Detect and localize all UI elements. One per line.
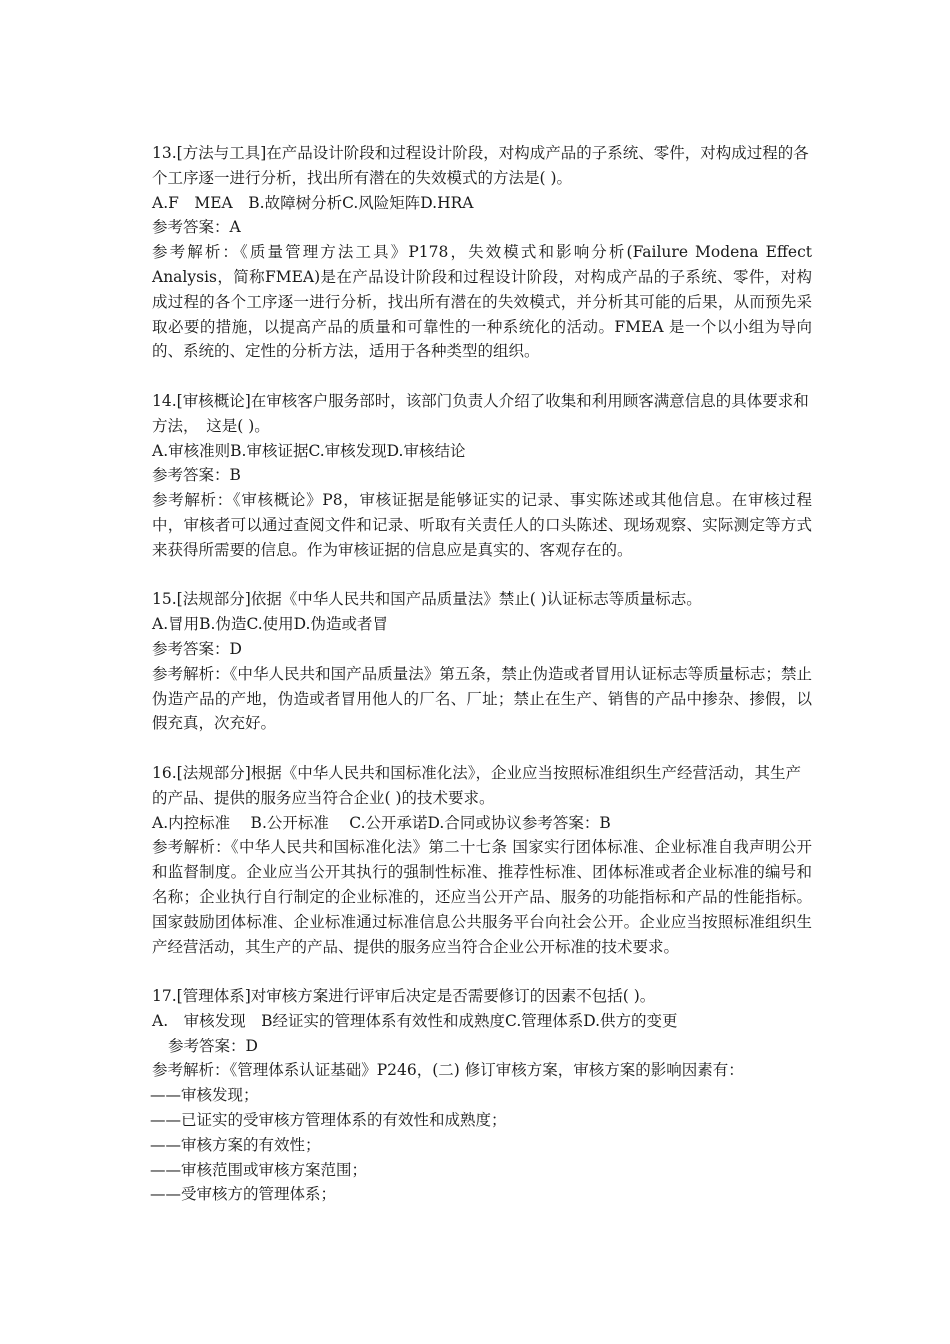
list-item: ——审核范围或审核方案范围； (150, 1160, 368, 1179)
question-analysis: 参考解析：《管理体系认证基础》P246，(二) 修订审核方案，审核方案的影响因素有： (152, 1061, 744, 1080)
question-answer: 参考答案：A (152, 218, 241, 237)
list-item: ——审核方案的有效性； (150, 1135, 321, 1154)
question-options: A.审核准则B.审核证据C.审核发现D.审核结论 (152, 441, 466, 460)
question-answer: 参考答案：D (152, 639, 242, 658)
question-options: A. 审核发现 B经证实的管理体系有效性和成熟度C.管理体系D.供方的变更 (152, 1011, 678, 1030)
list-item: ——受审核方的管理体系； (150, 1185, 337, 1204)
question-analysis: 参考解析：《质量管理方法工具》P178，失效模式和影响分析(Failure Modena Effect Analysis，简称FMEA)是在产品设计阶段和过程设计阶段，对构成产品的子系统、零件，对构成过程的各个工序逐一进行分析，找出所有潜在的失效模式，并分析其可能的后果，从而预先采取必要的措施，以提高产品的质量和可靠性的一种系统化的活动。FMEA 是一个以小组为导向的、系统的、定性的分析方法，适用于各种类型的组织。 (152, 243, 812, 361)
influence-factor-list (150, 1083, 812, 1207)
question-answer: 参考答案：B (152, 466, 241, 485)
question-text: 15.[法规部分]依据《中华人民共和国产品质量法》禁止( )认证标志等质量标志。 (152, 590, 702, 609)
question-analysis: 参考解析：《中华人民共和国产品质量法》第五条，禁止伪造或者冒用认证标志等质量标志；禁止伪造产品的产地，伪造或者冒用他人的厂名、厂址；禁止在生产、销售的产品中掺杂、掺假，以假充真，次充好。 (152, 664, 812, 733)
question-text: 13.[方法与工具]在产品设计阶段和过程设计阶段，对构成产品的子系统、零件，对构成过程的各个工序逐一进行分析，找出所有潜在的失效模式的方法是( )。 (152, 144, 809, 187)
question-14 (152, 389, 812, 563)
question-analysis: 参考解析：《审核概论》P8，审核证据是能够证实的记录、事实陈述或其他信息。在审核过程中，审核者可以通过查阅文件和记录、听取有关责任人的口头陈述、现场观察、实际测定等方式来获得所需要的信息。作为审核证据的信息应是真实的、客观存在的。 (152, 491, 812, 559)
question-options: A.冒用B.伪造C.使用D.伪造或者冒 (152, 615, 388, 634)
question-16 (152, 761, 812, 959)
question-options: A.内控标准 B.公开标准 C.公开承诺D.合同或协议参考答案：B (152, 813, 611, 832)
question-answer: 参考答案：D (168, 1036, 258, 1055)
question-15 (152, 587, 812, 736)
list-item: ——已证实的受审核方管理体系的有效性和成熟度； (150, 1111, 507, 1130)
question-13 (152, 141, 812, 364)
question-options: A.F MEA B.故障树分析C.风险矩阵D.HRA (152, 193, 474, 212)
list-item: ——审核发现； (150, 1086, 259, 1105)
question-text: 14.[审核概论]在审核客户服务部时，该部门负责人介绍了收集和利用顾客满意信息的具体要求和方法， 这是( )。 (152, 391, 809, 435)
question-17 (152, 984, 812, 1207)
question-analysis: 参考解析：《中华人民共和国标准化法》第二十七条 国家实行团体标准、企业标准自我声明公开和监督制度。企业应当公开其执行的强制性标准、推荐性标准、团体标准或者企业标准的编号和名称；企业执行自行制定的企业标准的，还应当公开产品、服务的功能指标和产品的性能指标。国家鼓励团体标准、企业标准通过标准信息公共服务平台向社会公开。企业应当按照标准组织生产经营活动，其生产的产品、提供的服务应当符合企业公开标准的技术要求。 (152, 838, 812, 956)
question-text: 17.[管理体系]对审核方案进行评审后决定是否需要修订的因素不包括( )。 (152, 987, 656, 1006)
document-page (152, 141, 812, 1232)
question-text: 16.[法规部分]根据《中华人民共和国标准化法》，企业应当按照标准组织生产经营活动，其生产的产品、提供的服务应当符合企业( )的技术要求。 (152, 763, 801, 807)
